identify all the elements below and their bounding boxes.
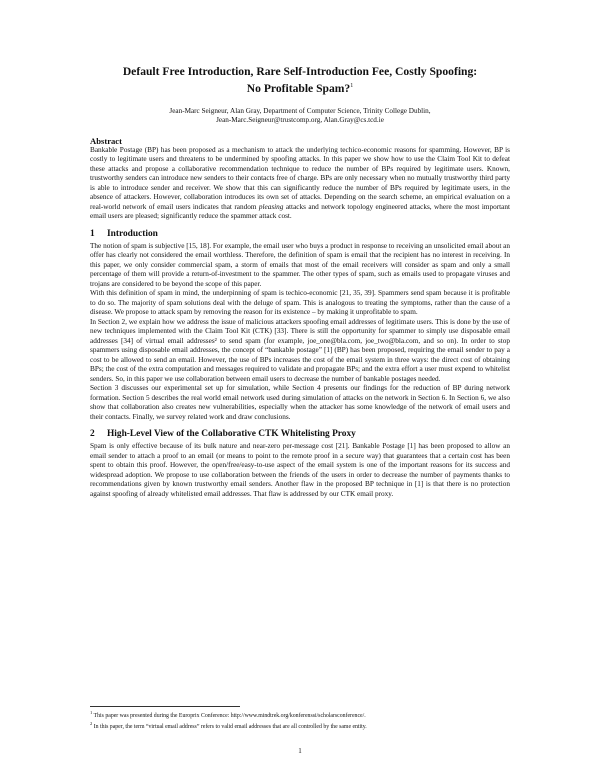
abstract-text-after: attacks and network topology engineered attacks, where the most important email users are pleased; significantly reduce the spammer attack cost. bbox=[90, 202, 511, 221]
section-1-paragraph-1: The notion of spam is subjective [15, 18]. For example, the email user who buys a product in response to receiving an unsolicited email about an offer has clearly not considered the email worthless. Therefore, the definition of spam is email that the recipient has no interest in receiving. In this paper, we only consider commercial spam, a storm of emails that most of the email receivers will consider as spam and only a small percentage of them will provide a return-of-investment to the spammer. The other types of spam, such as emails used to propagate viruses and trojans are considered to be beyond the scope of this paper. bbox=[90, 241, 510, 288]
author-emails: Jean-Marc.Seigneur@trustcomp.org, Alan.Gray@cs.tcd.ie bbox=[216, 115, 384, 124]
footnote-2 bbox=[90, 720, 510, 731]
section-1-heading bbox=[90, 228, 510, 240]
footnote-1-marker: 1 bbox=[90, 710, 93, 715]
section-1-paragraph-4: Section 3 discusses our experimental set up for simulation, while Section 4 presents our findings for the reduction of BP during network formation. Section 5 describes the real world email network used during simulation of attacks on the network in Section 6. In Section 6, we also show that collaboration also creates new vulnerabilities, especially when the attacker has some knowledge of the network of email users and their contacts. Finally, we survey related work and draw conclusions. bbox=[90, 384, 510, 421]
section-1-paragraph-3: In Section 2, we explain how we address the issue of malicious attackers spoofing email addresses of legitimate users. This is done by the use of new techniques implemented with the Claim Tool Kit (CTK) [33]. There is still the opportunity for spammer to simply use disposable email addresses [34] of virtual email addresses² to send spam (for example, joe_one@bla.com, joe_two@bla.com, and so on). In order to stop spammers using disposable email addresses, the concept of “bankable postage” [1] (BP) has been proposed, requiring the email sender to pay a cost to be allowed to send an email. However, the use of BPs increases the cost of the email system in three ways: the direct cost of obtaining BPs; the cost of the extra computation and messages required to validate and propagate BPs; and the extra effort a user must expend to whitelist senders. So, in this paper we use collaboration between email users to decrease the number of bankable postages needed. bbox=[90, 317, 510, 383]
section-2-paragraph-1: Spam is only effective because of its bulk nature and near-zero per-message cost [21]. Bankable Postage [1] has been proposed to allow an email sender to attach a proof to an email (or means to point to the remote proof in a secure way) that guarantees that a certain cost has been spent to obtain this proof. However, the open/free/easy-to-use aspect of the email system is one of the important reasons for its success and widespread adoption. We propose to use collaboration between the friends of the users in order to decrease the number of payments thanks to recommendations given by known trustworthy email senders. Another flaw in the proposed BP technique in [1] is that there is no protection against spoofing of already whitelisted email addresses. That flaw is addressed by our CTK email proxy. bbox=[90, 442, 510, 498]
section-2-number: 2 bbox=[90, 429, 95, 440]
page-number: 1 bbox=[298, 747, 302, 755]
abstract-heading: Abstract bbox=[90, 135, 122, 146]
abstract-text bbox=[90, 146, 510, 222]
paper-title bbox=[90, 64, 510, 96]
footnote-2-marker: 2 bbox=[90, 720, 93, 726]
footnote-1-text: This paper was presented during the Europrix Conference: http://www.mindtrek.org/konferenssi/scholarsconference/. bbox=[93, 712, 366, 719]
section-2-title: High-Level View of the Collaborative CTK Whitelisting Proxy bbox=[107, 429, 356, 440]
abstract-emphasis: pleasing bbox=[258, 202, 284, 211]
title-line-1: Default Free Introduction, Rare Self-Introduction Fee, Costly Spoofing: bbox=[122, 65, 478, 78]
footnotes bbox=[90, 706, 510, 731]
title-line-2: No Profitable Spam? bbox=[246, 81, 351, 95]
footnote-rule bbox=[90, 706, 240, 707]
section-1-title: Introduction bbox=[107, 228, 158, 239]
footnote-1 bbox=[90, 709, 510, 720]
author-block bbox=[90, 107, 510, 125]
section-1-number: 1 bbox=[90, 228, 95, 239]
title-footnote-marker: 1 bbox=[350, 83, 354, 89]
author-affiliation: Jean-Marc Seigneur, Alan Gray, Department of Computer Science, Trinity College Dublin, bbox=[169, 106, 431, 115]
paper-page bbox=[90, 64, 510, 499]
section-1-paragraph-2: With this definition of spam in mind, the underpinning of spam is techico-economic [21, 35, 39]. Spammers send spam because it is profitable to do so. The majority of spam solutions deal with the deluge of spam. This is analogous to treating the symptoms, rather than the cause of a disease. We propose to attack spam by removing the reason for its existence – by making it unprofitable to spam. bbox=[90, 289, 510, 317]
section-2-heading bbox=[90, 428, 510, 440]
footnote-2-text: In this paper, the term “virtual email address” refers to valid email addresses that are all controlled by the same entity. bbox=[93, 723, 367, 730]
abstract-text-before: Bankable Postage (BP) has been proposed as a mechanism to attack the underlying techico-economic reasons for spamming. However, BP is costly to legitimate users and threatens to be undermined by spoofing attacks. In this paper we show how to use the Claim Tool Kit to defeat these attacks and propose a collaborative recommendation technique to reduce the number of BPs required by legitimate users. Known, trustworthy senders can introduce new senders to their contacts free of charge. BPs are only necessary when no mutually trustworthy third party is able to introduce sender and receiver. We show that this can significantly reduce the number of BPs required by legitimate users, in the absence of attackers. However, collaboration introduces its own set of attacks. Depending on the search scheme, an empirical evaluation on a real-world network of email users indicates that random bbox=[90, 145, 510, 211]
